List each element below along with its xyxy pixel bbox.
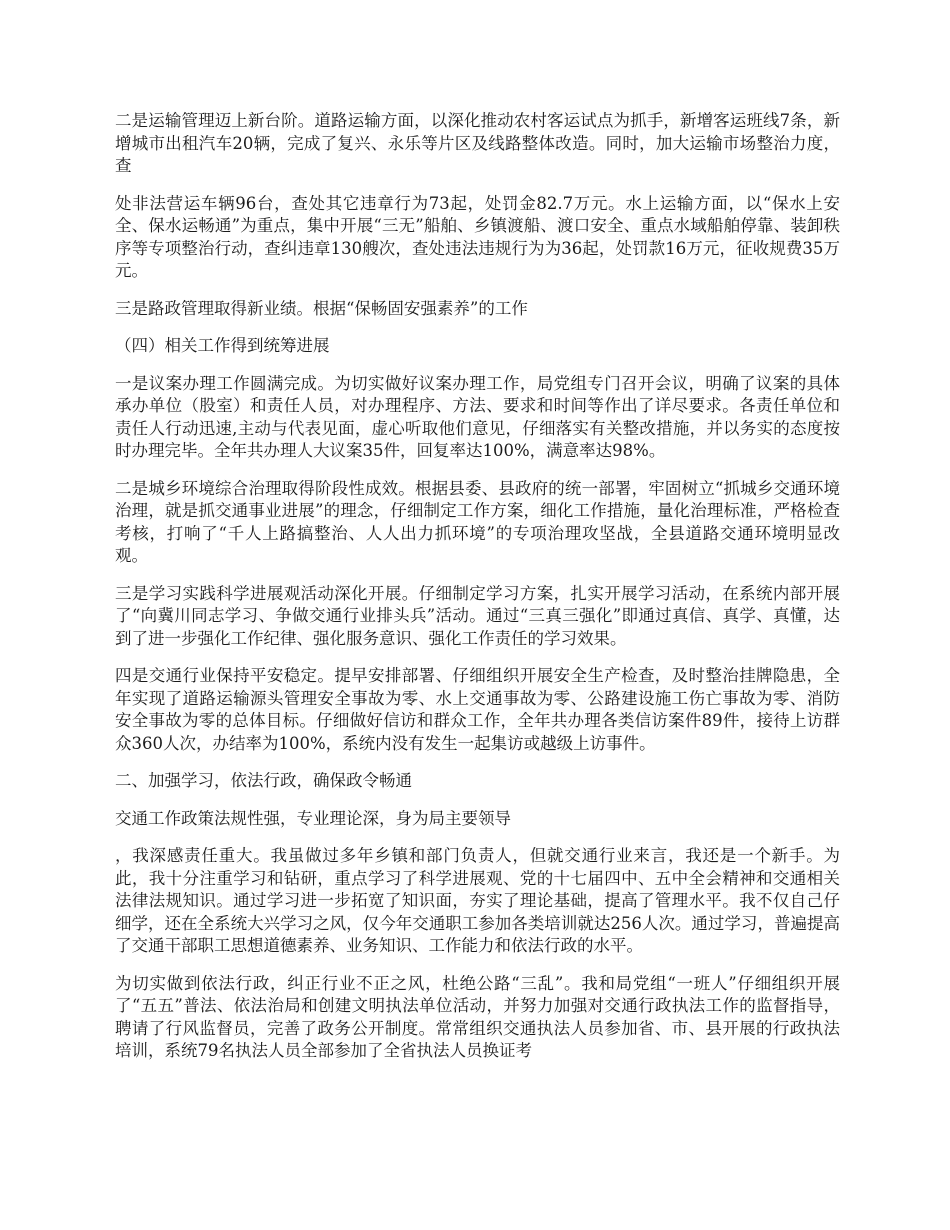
paragraph-law-enforcement: 为切实做到依法行政，纠正行业不正之风，杜绝公路“三乱”。我和局党组“一班人”仔细组织开展了“五五”普法、依法治局和创建文明执法单位活动，并努力加强对交通行政执法工作的监督指导，聘请了行风监督员，完善了政务公开制度。常常组织交通执法人员参加省、市、县开展的行政执法培训，系统79名执法人员全部参加了全省执法人员换证考 — [115, 973, 840, 1060]
section-heading-strengthen-learning: 二、加强学习，依法行政，确保政令畅通 — [115, 771, 412, 790]
paragraph-safety-stability: 四是交通行业保持平安稳定。提早安排部署、仔细组织开展安全生产检查，及时整治挂牌隐患，全年实现了道路运输源头管理安全事故为零、水上交通事故为零、公路建设施工伤亡事故为零、消防安全事故为零的总体目标。仔细做好信访和群众工作，全年共办理各类信访案件89件，接待上访群众360人次，办结率为100%，系统内没有发生一起集访或越级上访事件。 — [115, 666, 840, 753]
paragraph-policy-intro: 交通工作政策法规性强，专业理论深，身为局主要领导 — [115, 808, 511, 828]
paragraph-transport-management: 二是运输管理迈上新台阶。道路运输方面，以深化推动农村客运试点为抓手，新增客运班线7条，新增城市出租汽车20辆，完成了复兴、永乐等片区及线路整体改造。同时，加大运输市场整治力度，查 — [115, 111, 840, 175]
paragraph-environment-governance: 二是城乡环境综合治理取得阶段性成效。根据县委、县政府的统一部署，牢固树立“抓城乡交通环境治理，就是抓交通事业进展”的理念，仔细制定工作方案，细化工作措施，量化治理标准，严格检查考核，打响了“千人上路搞整治、人人出力抓环境”的专项治理攻坚战，全县道路交通环境明显改观。 — [115, 478, 840, 565]
paragraph-responsibility: ，我深感责任重大。我虽做过多年乡镇和部门负责人，但就交通行业来言，我还是一个新手。为此，我十分注重学习和钻研，重点学习了科学进展观、党的十七届四中、五中全会精神和交通相关法律法规知识。通过学习进一步拓宽了知识面，夯实了理论基础，提高了管理水平。我不仅自己仔细学，还在全系统大兴学习之风，仅今年交通职工参加各类培训就达256人次。通过学习，普遍提高了交通干部职工思想道德素养、业务知识、工作能力和依法行政的水平。 — [115, 846, 840, 955]
paragraph-proposal-handling: 一是议案办理工作圆满完成。为切实做好议案办理工作，局党组专门召开会议，明确了议案的具体承办单位（股室）和责任人员，对办理程序、方法、要求和时间等作出了详尽要求。各责任单位和责任人行动迅速,主动与代表见面，虚心听取他们意见，仔细落实有关整改措施，并以务实的态度按时办理完毕。全年共办理人大议案35件，回复率达100%，满意率达98%。 — [115, 373, 840, 460]
paragraph-study-practice: 三是学习实践科学进展观活动深化开展。仔细制定学习方案，扎实开展学习活动，在系统内部开展了“向冀川同志学习、争做交通行业排头兵”活动。通过“三真三强化”即通过真信、真学、真懂，达到了进一步强化工作纪律、强化服务意识、强化工作责任的学习效果。 — [115, 583, 840, 648]
document-body — [115, 110, 840, 1078]
paragraph-road-administration: 三是路政管理取得新业绩。根据“保畅固安强素养”的工作 — [115, 298, 528, 318]
paragraph-illegal-vehicles: 处非法营运车辆96台，查处其它违章行为73起，处罚金82.7万元。水上运输方面，以“保水上安全、保水运畅通”为重点，集中开展“三无”船舶、乡镇渡船、渡口安全、重点水域船舶停靠、装卸秩序等专项整治行动，查纠违章130艘次，查处违法违规行为为36起，处罚款16万元，征收规费35万元。 — [115, 193, 840, 280]
section-heading-related-work: （四）相关工作得到统筹进展 — [115, 336, 330, 355]
